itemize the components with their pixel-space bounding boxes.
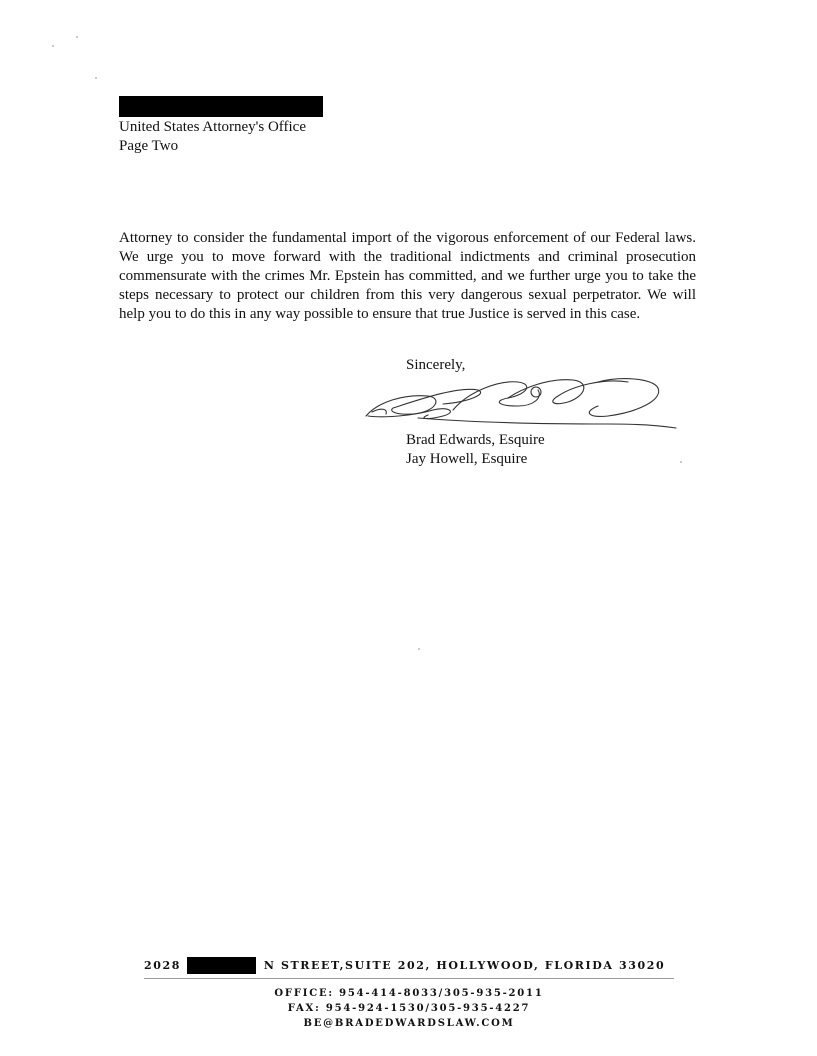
office-phone: OFFICE: 954-414-8033/305-935-2011 [274,988,544,999]
signer-name: Brad Edwards, Esquire [406,432,545,448]
recipient-line: United States Attorney's Office [119,119,306,135]
closing-salutation: Sincerely, [406,357,466,373]
page-label: Page Two [119,138,179,154]
handwritten-signature [358,372,683,434]
letter-header [119,118,306,156]
redaction-bar [187,957,256,974]
scan-speck [418,648,420,650]
scan-speck [52,45,54,47]
footer-divider [144,978,674,979]
scan-speck [95,77,97,79]
signature-block [406,431,545,469]
body-paragraph: Attorney to consider the fundamental import of the vigorous enforcement of our Federal laws. We urge you to move forward with the traditional indictments and criminal prosecution commensurate with the crimes Mr. Epstein has committed, and we further urge you to take the steps necessary to protect our children from this very dangerous sexual perpetrator. We will help you to do this in any way possible to ensure that true Justice is served in this case. [119,230,696,322]
address-number: 2028 [144,959,182,972]
fax-number: FAX: 954-924-1530/305-935-4227 [287,1003,531,1014]
footer-contact [144,986,674,1031]
redaction-bar [119,96,323,117]
scan-speck [76,36,78,38]
address-street: N STREET,SUITE 202, HOLLYWOOD, FLORIDA 33020 [263,959,666,972]
scan-speck [680,461,682,463]
email-address: BE@BRADEDWARDSLAW.COM [303,1018,515,1029]
signer-name: Jay Howell, Esquire [406,451,528,467]
